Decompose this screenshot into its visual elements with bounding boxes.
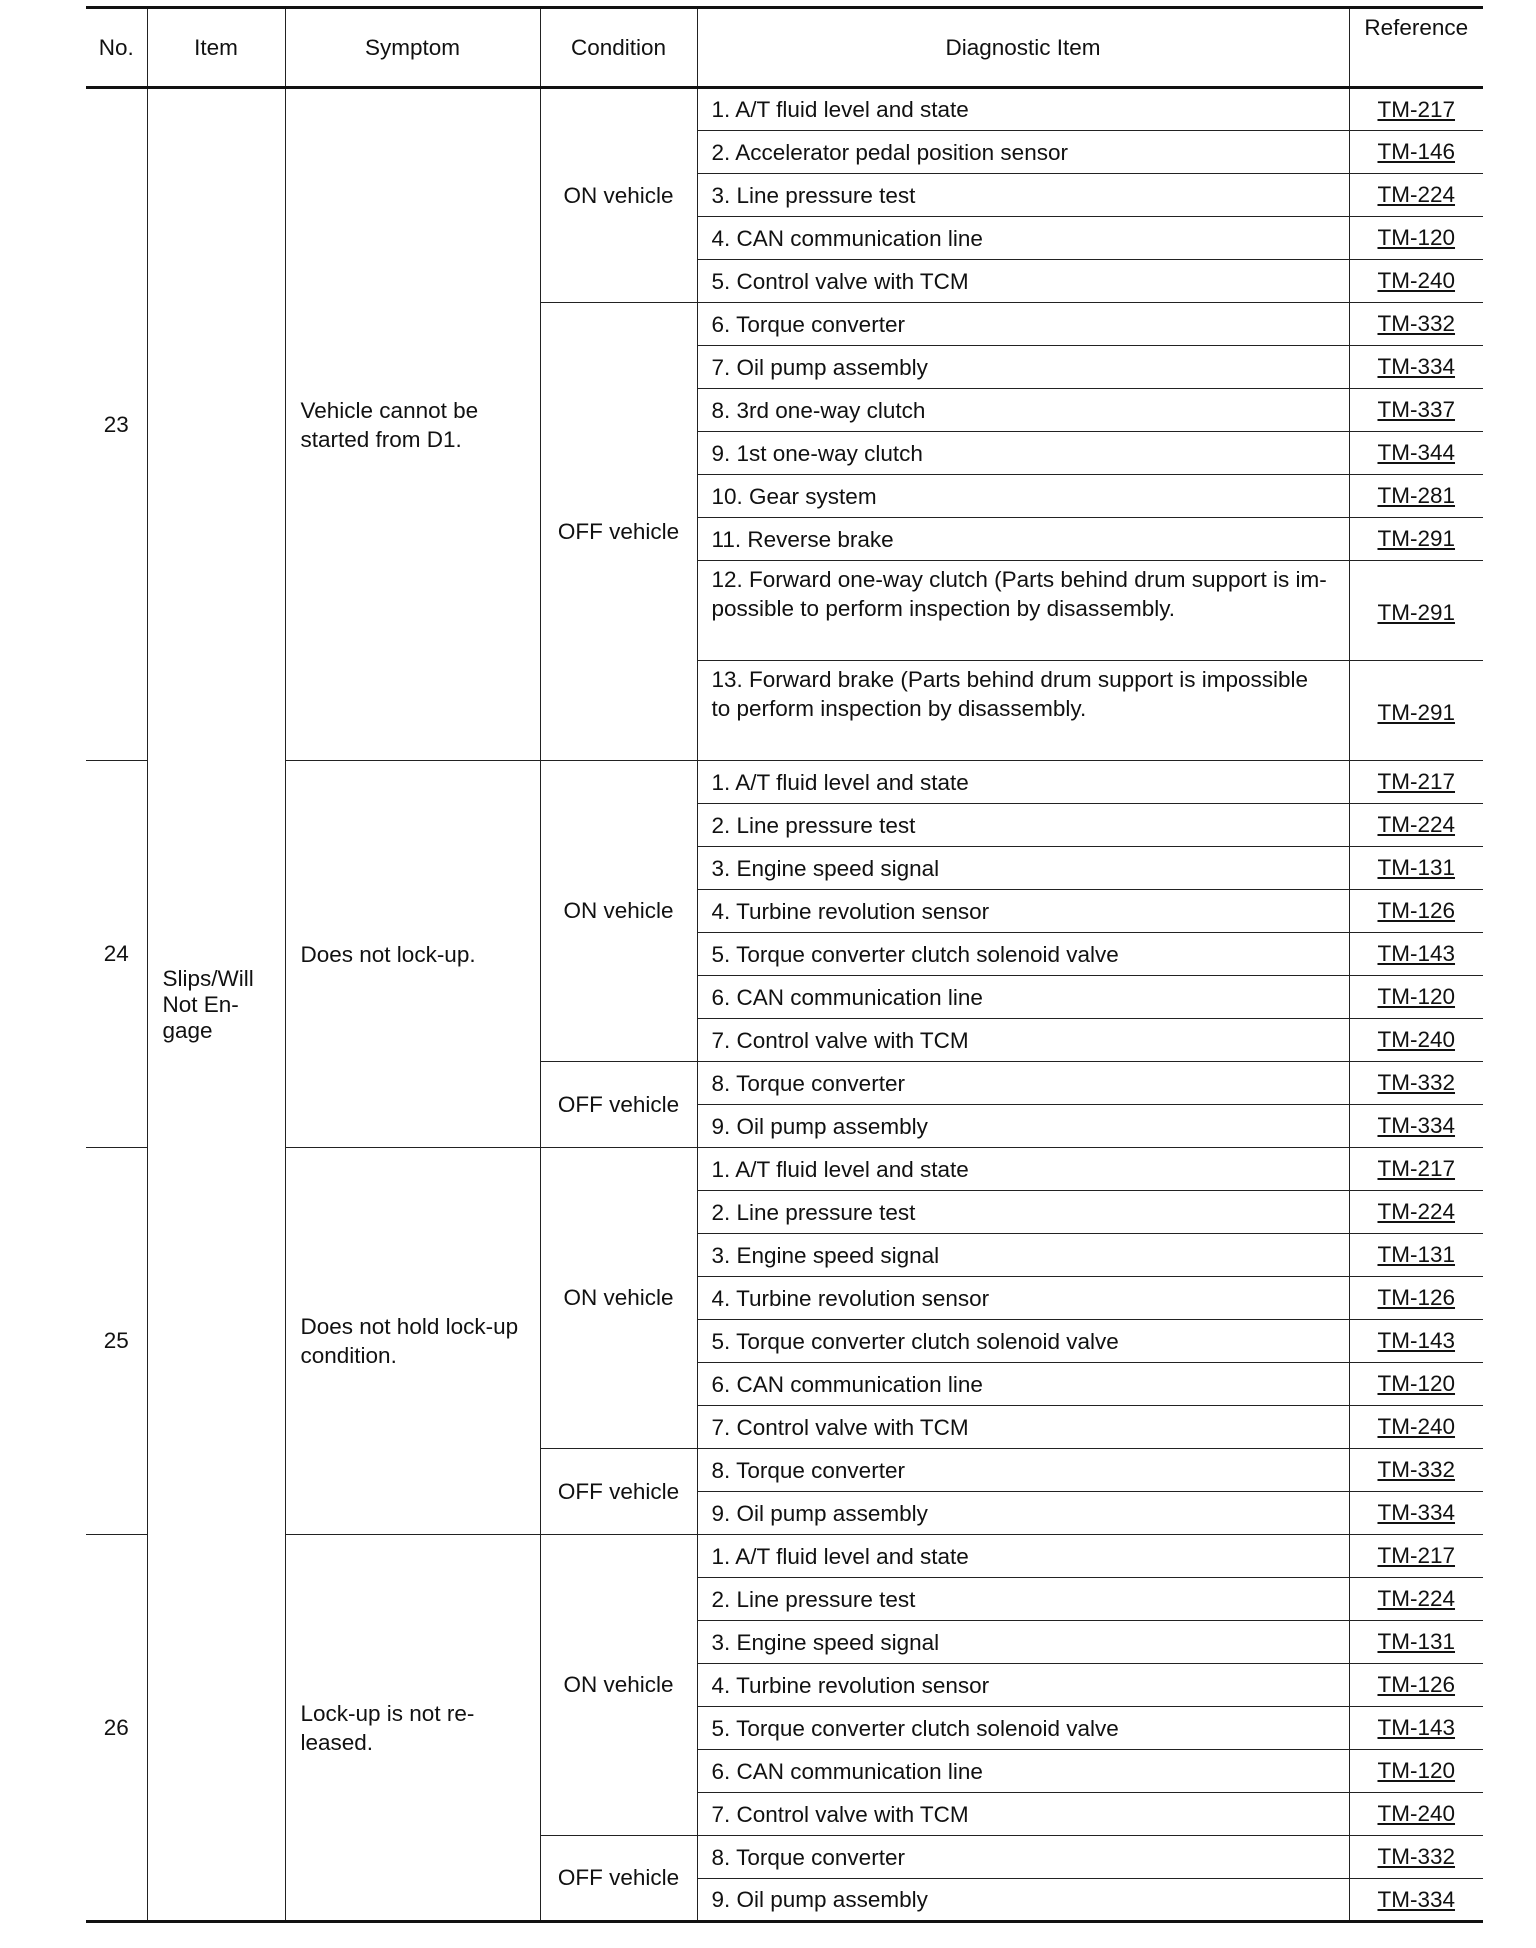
text-line: 13. Forward brake (Parts behind drum support is impossible — [711, 667, 1309, 692]
condition-cell: OFF vehicle — [540, 1836, 697, 1922]
header-reference: Reference — [1349, 8, 1483, 88]
diagnostic-item-cell: 6. CAN communication line — [697, 1750, 1349, 1793]
diagnostic-item-cell: 3. Line pressure test — [697, 174, 1349, 217]
diagnostic-item-cell: 7. Control valve with TCM — [697, 1019, 1349, 1062]
text-line: Slips/Will — [162, 965, 254, 991]
reference-link[interactable]: TM-344 — [1377, 440, 1456, 465]
text-line: Does not lock-up. — [300, 941, 476, 967]
diagnostic-item-cell: 9. Oil pump assembly — [697, 1879, 1349, 1922]
reference-cell — [1349, 174, 1483, 217]
symptom-cell — [285, 761, 540, 1148]
symptom-cell — [285, 88, 540, 761]
reference-cell — [1349, 1062, 1483, 1105]
reference-cell — [1349, 389, 1483, 432]
reference-cell — [1349, 1750, 1483, 1793]
reference-cell — [1349, 303, 1483, 346]
diagnostic-item-cell: 5. Torque converter clutch solenoid valve — [697, 933, 1349, 976]
table-row — [86, 761, 1483, 804]
diagnostic-item-cell — [697, 661, 1349, 761]
text-line: to perform inspection by disassembly. — [711, 696, 1087, 721]
reference-cell — [1349, 260, 1483, 303]
table-header-row — [86, 8, 1483, 88]
reference-link[interactable]: TM-332 — [1377, 311, 1456, 336]
reference-link[interactable]: TM-143 — [1377, 941, 1456, 966]
reference-cell — [1349, 432, 1483, 475]
reference-cell — [1349, 1621, 1483, 1664]
table-row — [86, 1535, 1483, 1578]
reference-cell — [1349, 1492, 1483, 1535]
text-line: started from D1. — [300, 426, 462, 452]
diagnostic-item-cell: 3. Engine speed signal — [697, 847, 1349, 890]
reference-link[interactable]: TM-224 — [1377, 1199, 1456, 1224]
reference-link[interactable]: TM-120 — [1377, 984, 1456, 1009]
diagnostic-item-cell: 7. Control valve with TCM — [697, 1793, 1349, 1836]
symptom-diagnosis-table — [86, 6, 1483, 1923]
diagnostic-item-cell: 2. Line pressure test — [697, 804, 1349, 847]
diagnostic-item-cell: 3. Engine speed signal — [697, 1621, 1349, 1664]
diagnostic-item-cell: 2. Accelerator pedal position sensor — [697, 131, 1349, 174]
reference-link[interactable]: TM-120 — [1377, 225, 1456, 250]
reference-link[interactable]: TM-217 — [1377, 96, 1456, 122]
reference-cell — [1349, 346, 1483, 389]
reference-link[interactable]: TM-217 — [1377, 769, 1456, 794]
reference-link[interactable]: TM-224 — [1377, 1586, 1456, 1611]
reference-link[interactable]: TM-131 — [1377, 1629, 1456, 1654]
reference-cell — [1349, 1664, 1483, 1707]
diagnostic-item-cell: 6. CAN communication line — [697, 1363, 1349, 1406]
diagnostic-item-cell: 1. A/T fluid level and state — [697, 1535, 1349, 1578]
diagnostic-item-cell: 11. Reverse brake — [697, 518, 1349, 561]
diagnostic-item-cell: 4. Turbine revolution sensor — [697, 1277, 1349, 1320]
diagnosis-table-sheet — [86, 6, 1483, 1923]
diagnostic-item-cell: 9. Oil pump assembly — [697, 1105, 1349, 1148]
item-cell — [147, 88, 285, 1922]
text-line: 12. Forward one-way clutch (Parts behind drum support is im- — [711, 567, 1327, 592]
diagnostic-item-cell: 4. Turbine revolution sensor — [697, 890, 1349, 933]
diagnostic-item-cell: 2. Line pressure test — [697, 1578, 1349, 1621]
table-body — [86, 88, 1483, 1922]
reference-cell — [1349, 661, 1483, 761]
reference-link[interactable]: TM-334 — [1377, 1113, 1456, 1138]
reference-link[interactable]: TM-240 — [1377, 1027, 1456, 1052]
reference-link[interactable]: TM-224 — [1377, 812, 1456, 837]
reference-cell — [1349, 1148, 1483, 1191]
reference-link[interactable]: TM-143 — [1377, 1715, 1456, 1740]
reference-link[interactable]: TM-126 — [1377, 1672, 1456, 1697]
diagnostic-item-cell: 8. Torque converter — [697, 1062, 1349, 1105]
reference-cell — [1349, 88, 1483, 131]
reference-link[interactable]: TM-291 — [1377, 526, 1456, 551]
reference-cell — [1349, 1019, 1483, 1062]
reference-cell — [1349, 1406, 1483, 1449]
reference-link[interactable]: TM-146 — [1377, 139, 1456, 164]
diagnostic-item-cell: 8. 3rd one-way clutch — [697, 389, 1349, 432]
reference-link[interactable]: TM-240 — [1377, 268, 1456, 293]
reference-cell — [1349, 1320, 1483, 1363]
reference-cell — [1349, 1836, 1483, 1879]
reference-link[interactable]: TM-332 — [1377, 1457, 1456, 1482]
reference-link[interactable]: TM-334 — [1377, 1886, 1456, 1912]
header-condition: Condition — [540, 8, 697, 88]
reference-cell — [1349, 761, 1483, 804]
reference-link[interactable]: TM-334 — [1377, 1500, 1456, 1525]
reference-link[interactable]: TM-337 — [1377, 397, 1456, 422]
reference-link[interactable]: TM-131 — [1377, 855, 1456, 880]
symptom-cell — [285, 1535, 540, 1922]
text-line: leased. — [300, 1729, 374, 1755]
reference-link[interactable]: TM-120 — [1377, 1371, 1456, 1396]
diagnostic-item-cell: 8. Torque converter — [697, 1836, 1349, 1879]
header-diagnostic-item: Diagnostic Item — [697, 8, 1349, 88]
condition-cell: ON vehicle — [540, 761, 697, 1062]
diagnostic-item-cell: 1. A/T fluid level and state — [697, 1148, 1349, 1191]
symptom-cell — [285, 1148, 540, 1535]
reference-link[interactable]: TM-126 — [1377, 898, 1456, 923]
diagnostic-item-cell: 1. A/T fluid level and state — [697, 761, 1349, 804]
reference-cell — [1349, 1449, 1483, 1492]
reference-cell — [1349, 1535, 1483, 1578]
diagnostic-item-cell: 10. Gear system — [697, 475, 1349, 518]
text-line: Not En- — [162, 991, 239, 1017]
reference-link[interactable]: TM-291 — [1377, 599, 1456, 625]
diagnostic-item-cell: 4. Turbine revolution sensor — [697, 1664, 1349, 1707]
reference-cell — [1349, 561, 1483, 661]
reference-cell — [1349, 804, 1483, 847]
row-number-24: 24 — [86, 761, 147, 1148]
reference-link[interactable]: TM-334 — [1377, 354, 1456, 379]
condition-cell: ON vehicle — [540, 1148, 697, 1449]
condition-cell: OFF vehicle — [540, 1062, 697, 1148]
diagnostic-item-cell: 5. Torque converter clutch solenoid valve — [697, 1320, 1349, 1363]
diagnostic-item-cell: 3. Engine speed signal — [697, 1234, 1349, 1277]
reference-link[interactable]: TM-224 — [1377, 182, 1456, 207]
diagnostic-item-cell: 4. CAN communication line — [697, 217, 1349, 260]
reference-cell — [1349, 1234, 1483, 1277]
diagnostic-item-cell: 9. Oil pump assembly — [697, 1492, 1349, 1535]
reference-link[interactable]: TM-120 — [1377, 1758, 1456, 1783]
diagnostic-item-cell: 8. Torque converter — [697, 1449, 1349, 1492]
reference-cell — [1349, 1879, 1483, 1922]
reference-cell — [1349, 890, 1483, 933]
reference-link[interactable]: TM-217 — [1377, 1543, 1456, 1568]
table-row — [86, 88, 1483, 131]
table-row — [86, 1148, 1483, 1191]
condition-cell: OFF vehicle — [540, 1449, 697, 1535]
reference-cell — [1349, 131, 1483, 174]
text-line: possible to perform inspection by disassembly. — [711, 596, 1176, 621]
diagnostic-item-cell — [697, 561, 1349, 661]
reference-link[interactable]: TM-281 — [1377, 483, 1456, 508]
reference-link[interactable]: TM-291 — [1377, 699, 1456, 725]
condition-cell: ON vehicle — [540, 1535, 697, 1836]
reference-cell — [1349, 1363, 1483, 1406]
reference-cell — [1349, 217, 1483, 260]
header-no: No. — [86, 8, 147, 88]
reference-cell — [1349, 1277, 1483, 1320]
text-line: condition. — [300, 1343, 397, 1368]
reference-cell — [1349, 518, 1483, 561]
reference-cell — [1349, 976, 1483, 1019]
reference-link[interactable]: TM-240 — [1377, 1414, 1456, 1439]
diagnostic-item-cell: 9. 1st one-way clutch — [697, 432, 1349, 475]
reference-link[interactable]: TM-131 — [1377, 1242, 1456, 1267]
text-line: gage — [162, 1017, 213, 1043]
reference-cell — [1349, 475, 1483, 518]
reference-cell — [1349, 933, 1483, 976]
reference-link[interactable]: TM-240 — [1377, 1801, 1456, 1826]
reference-cell — [1349, 1578, 1483, 1621]
reference-cell — [1349, 1707, 1483, 1750]
reference-link[interactable]: TM-332 — [1377, 1070, 1456, 1095]
reference-link[interactable]: TM-217 — [1377, 1156, 1456, 1181]
row-number-25: 25 — [86, 1148, 147, 1535]
diagnostic-item-cell: 7. Control valve with TCM — [697, 1406, 1349, 1449]
diagnostic-item-cell: 7. Oil pump assembly — [697, 346, 1349, 389]
diagnostic-item-cell: 2. Line pressure test — [697, 1191, 1349, 1234]
diagnostic-item-cell: 5. Torque converter clutch solenoid valve — [697, 1707, 1349, 1750]
reference-link[interactable]: TM-143 — [1377, 1328, 1456, 1353]
diagnostic-item-cell: 6. CAN communication line — [697, 976, 1349, 1019]
diagnostic-item-cell: 5. Control valve with TCM — [697, 260, 1349, 303]
diagnostic-item-cell: 6. Torque converter — [697, 303, 1349, 346]
reference-cell — [1349, 1793, 1483, 1836]
text-line: Lock-up is not re- — [300, 1700, 475, 1726]
header-symptom: Symptom — [285, 8, 540, 88]
condition-cell: ON vehicle — [540, 88, 697, 303]
condition-cell: OFF vehicle — [540, 303, 697, 761]
reference-cell — [1349, 1105, 1483, 1148]
row-number-26: 26 — [86, 1535, 147, 1922]
text-line: Vehicle cannot be — [300, 397, 479, 423]
diagnostic-item-cell: 1. A/T fluid level and state — [697, 88, 1349, 131]
reference-link[interactable]: TM-126 — [1377, 1285, 1456, 1310]
header-item: Item — [147, 8, 285, 88]
reference-link[interactable]: TM-332 — [1377, 1844, 1456, 1869]
text-line: Does not hold lock-up — [300, 1314, 519, 1339]
reference-cell — [1349, 1191, 1483, 1234]
reference-cell — [1349, 847, 1483, 890]
row-number-23: 23 — [86, 88, 147, 761]
